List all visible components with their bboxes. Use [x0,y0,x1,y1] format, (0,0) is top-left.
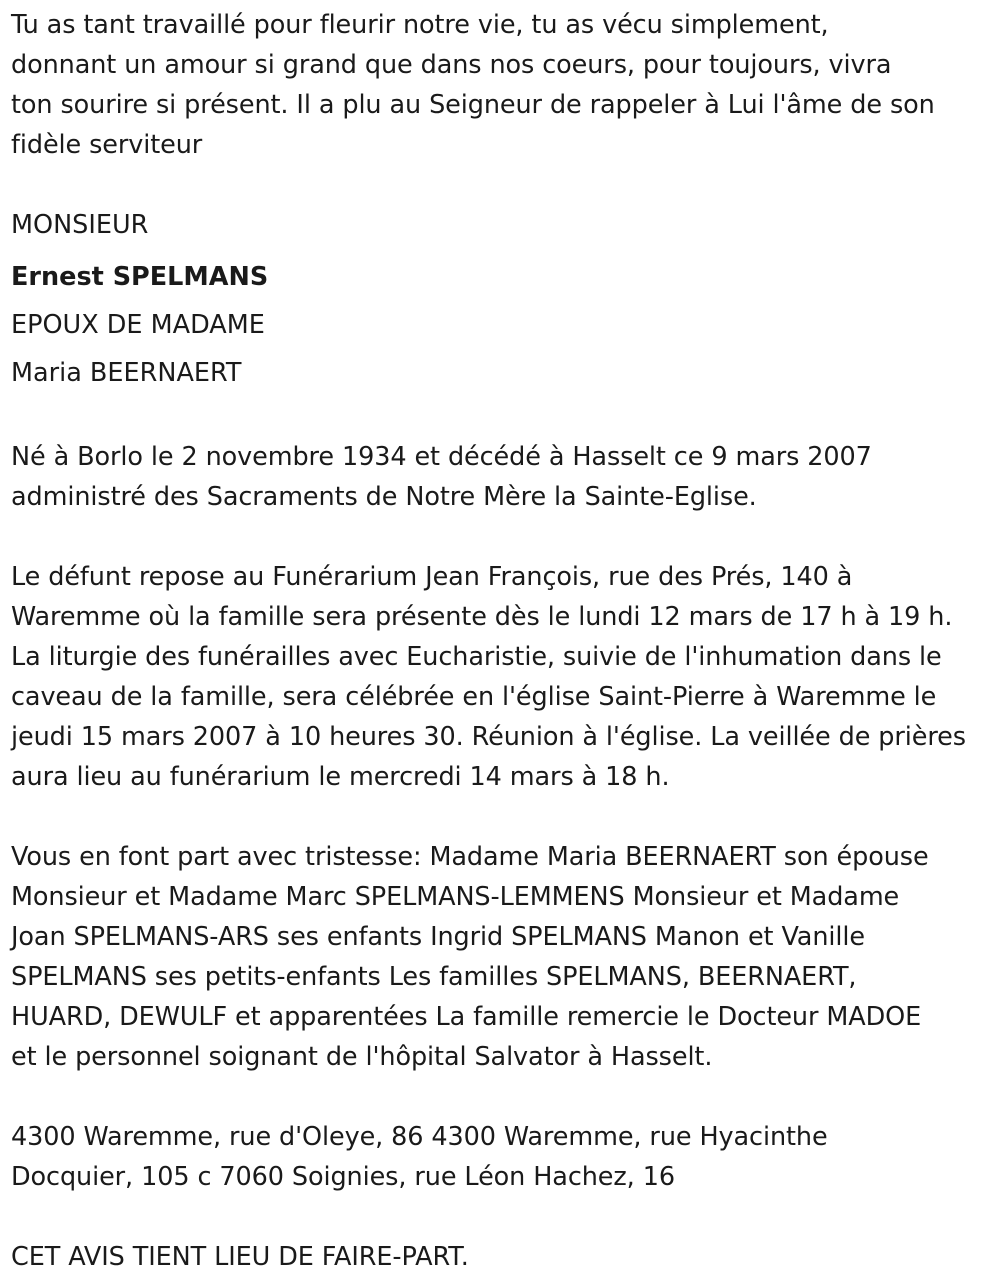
spouse-label: EPOUX DE MADAME [11,310,265,340]
funeral-details-paragraph [11,557,989,797]
family-line: Vous en font part avec tristesse: Madame Maria BEERNAERT son épouse [11,842,929,872]
spouse-name: Maria BEERNAERT [11,358,242,388]
funeral-line: aura lieu au funérarium le mercredi 14 mars à 18 h. [11,762,670,792]
closing-line: CET AVIS TIENT LIEU DE FAIRE-PART. [11,1242,469,1272]
family-line: et le personnel soignant de l'hôpital Salvator à Hasselt. [11,1042,713,1072]
funeral-line: Waremme où la famille sera présente dès le lundi 12 mars de 17 h à 19 h. [11,602,953,632]
funeral-line: Le défunt repose au Funérarium Jean François, rue des Prés, 140 à [11,562,853,592]
family-line: SPELMANS ses petits-enfants Les familles SPELMANS, BEERNAERT, [11,962,857,992]
address-line: 4300 Waremme, rue d'Oleye, 86 4300 Waremme, rue Hyacinthe [11,1122,828,1152]
intro-paragraph [11,5,989,165]
address-line: Docquier, 105 c 7060 Soignies, rue Léon Hachez, 16 [11,1162,675,1192]
funeral-line: caveau de la famille, sera célébrée en l'église Saint-Pierre à Waremme le [11,682,937,712]
deceased-name: Ernest SPELMANS [11,262,269,292]
address-paragraph [11,1117,989,1197]
family-paragraph [11,837,989,1077]
birth-death-line: administré des Sacraments de Notre Mère la Sainte-Eglise. [11,482,757,512]
intro-line: ton sourire si présent. Il a plu au Seigneur de rappeler à Lui l'âme de son [11,90,935,120]
honorific: MONSIEUR [11,210,149,240]
birth-death-paragraph [11,437,989,517]
deceased-identity [11,205,989,397]
family-line: Monsieur et Madame Marc SPELMANS-LEMMENS Monsieur et Madame [11,882,900,912]
intro-line: donnant un amour si grand que dans nos coeurs, pour toujours, vivra [11,50,892,80]
intro-line: fidèle serviteur [11,130,203,160]
birth-death-line: Né à Borlo le 2 novembre 1934 et décédé à Hasselt ce 9 mars 2007 [11,442,872,472]
funeral-line: La liturgie des funérailles avec Eucharistie, suivie de l'inhumation dans le [11,642,942,672]
intro-line: Tu as tant travaillé pour fleurir notre vie, tu as vécu simplement, [11,10,829,40]
closing-statement [11,1237,989,1277]
funeral-line: jeudi 15 mars 2007 à 10 heures 30. Réunion à l'église. La veillée de prières [11,722,966,752]
family-line: HUARD, DEWULF et apparentées La famille remercie le Docteur MADOE [11,1002,922,1032]
family-line: Joan SPELMANS-ARS ses enfants Ingrid SPELMANS Manon et Vanille [11,922,865,952]
